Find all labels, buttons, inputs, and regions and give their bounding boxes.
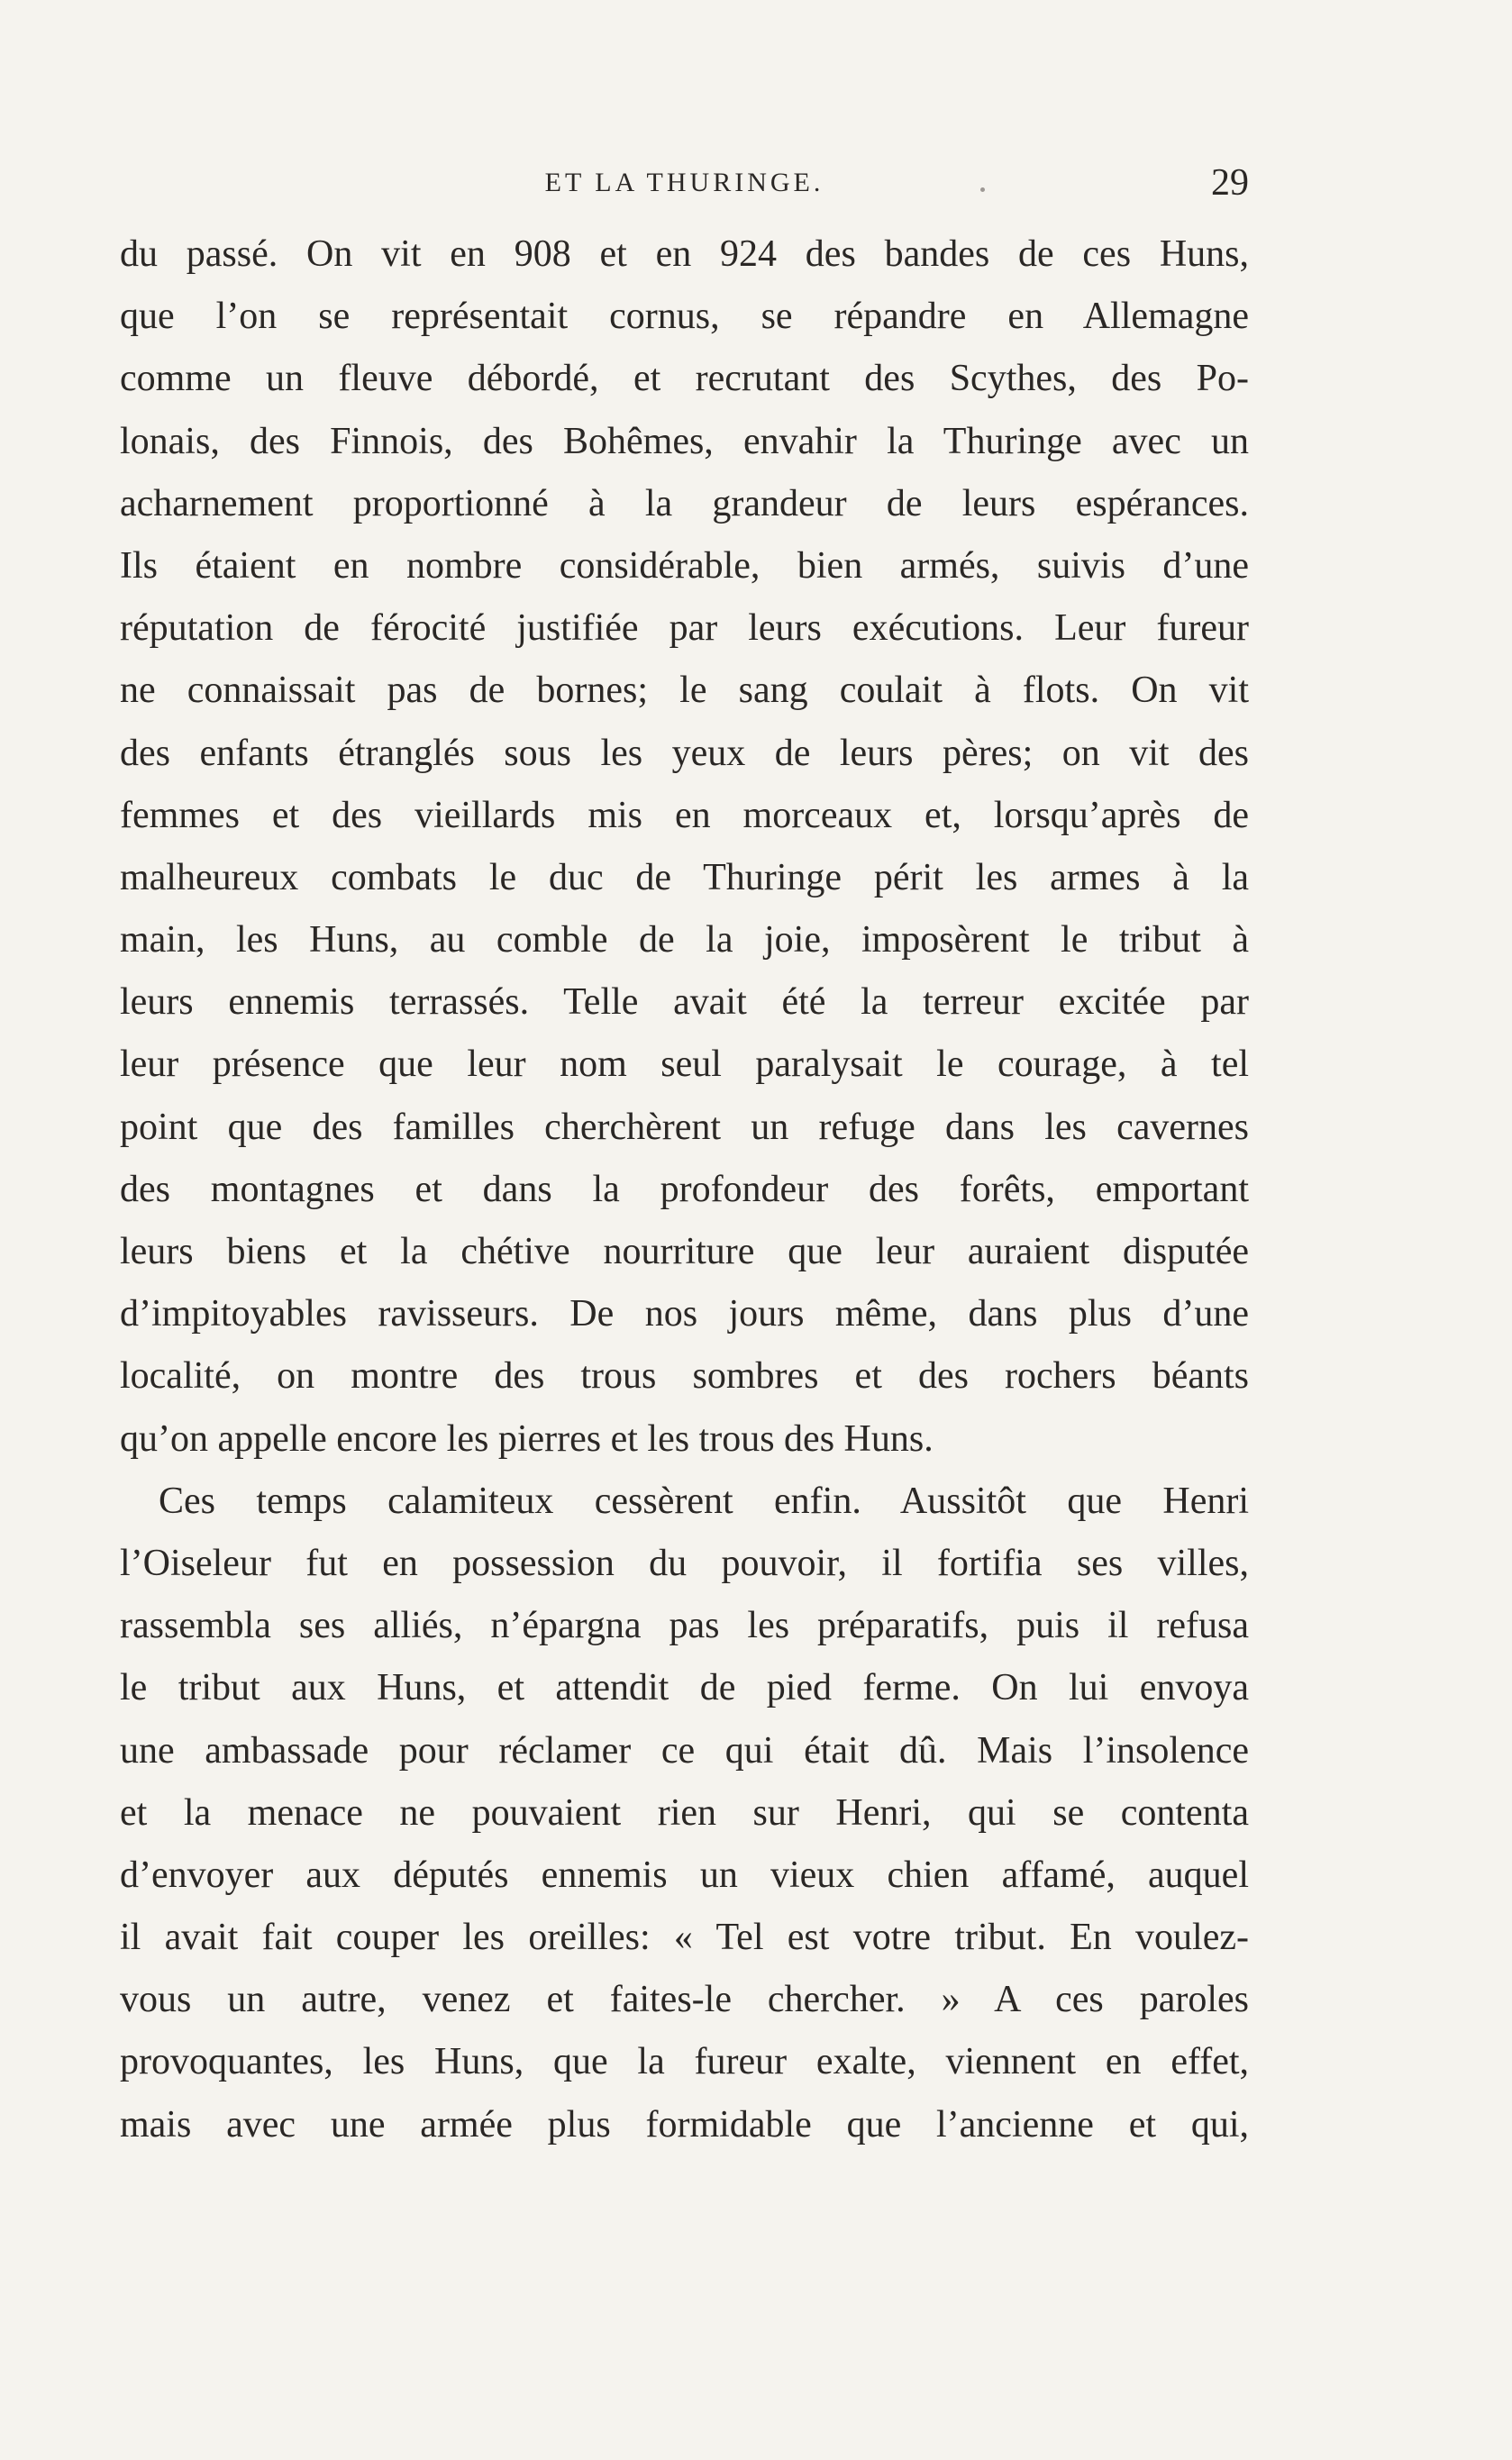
text-line: une ambassade pour réclamer ce qui était dû. Mais l’insolence — [120, 1729, 1249, 1772]
text-line: localité, on montre des trous sombres et des rochers béants — [120, 1355, 1249, 1398]
text-line: leurs ennemis terrassés. Telle avait été la terreur excitée par — [120, 981, 1249, 1024]
text-line: il avait fait couper les oreilles: « Tel est votre tribut. En voulez- — [120, 1917, 1249, 1959]
text-line: comme un fleuve débordé, et recrutant des Scythes, des Po- — [120, 358, 1249, 400]
text-line: des montagnes et dans la profondeur des forêts, emportant — [120, 1168, 1249, 1210]
text-line: et la menace ne pouvaient rien sur Henri, qui se contenta — [120, 1791, 1249, 1834]
text-line: que l’on se représentait cornus, se répandre en Allemagne — [120, 296, 1249, 338]
text-line: mais avec une armée plus formidable que l’ancienne et qui, — [120, 2103, 1249, 2146]
text-line: lonais, des Finnois, des Bohêmes, envahir la Thuringe avec un — [120, 420, 1249, 462]
text-line: acharnement proportionné à la grandeur de leurs espérances. — [120, 482, 1249, 524]
body-text — [120, 223, 1249, 2156]
text-line: rassembla ses alliés, n’épargna pas les préparatifs, puis il refusa — [120, 1605, 1249, 1647]
text-line: Ils étaient en nombre considérable, bien armés, suivis d’une — [120, 544, 1249, 587]
text-line: leur présence que leur nom seul paralysait le courage, à tel — [120, 1043, 1249, 1086]
page-header — [120, 160, 1249, 205]
text-line: du passé. On vit en 908 et en 924 des bandes de ces Huns, — [120, 233, 1249, 275]
text-line: vous un autre, venez et faites-le chercher. » A ces paroles — [120, 1979, 1249, 2021]
paragraph-start-line: Ces temps calamiteux cessèrent enfin. Aussitôt que Henri — [159, 1480, 1249, 1522]
text-line: réputation de férocité justifiée par leurs exécutions. Leur fureur — [120, 607, 1249, 650]
text-line: des enfants étranglés sous les yeux de leurs pères; on vit des — [120, 732, 1249, 774]
text-line: point que des familles cherchèrent un refuge dans les cavernes — [120, 1106, 1249, 1148]
page-number: 29 — [1211, 162, 1249, 204]
text-line: ne connaissait pas de bornes; le sang coulait à flots. On vit — [120, 670, 1249, 712]
text-line: provoquantes, les Huns, que la fureur exalte, viennent en effet, — [120, 2041, 1249, 2083]
paragraph-end-line: qu’on appelle encore les pierres et les trous des Huns. — [120, 1417, 934, 1460]
text-line: leurs biens et la chétive nourriture que leur auraient disputée — [120, 1231, 1249, 1272]
text-line: le tribut aux Huns, et attendit de pied ferme. On lui envoya — [120, 1667, 1249, 1709]
text-line: femmes et des vieillards mis en morceaux et, lorsqu’après de — [120, 794, 1249, 836]
text-line: d’envoyer aux députés ennemis un vieux chien affamé, auquel — [120, 1854, 1249, 1896]
text-line: d’impitoyables ravisseurs. De nos jours même, dans plus d’une — [120, 1293, 1249, 1335]
running-title: ET LA THURINGE. — [544, 168, 824, 197]
text-line: l’Oiseleur fut en possession du pouvoir, il fortifia ses villes, — [120, 1542, 1249, 1584]
ink-speck — [980, 187, 985, 192]
text-line: malheureux combats le duc de Thuringe périt les armes à la — [120, 856, 1249, 898]
text-line: main, les Huns, au comble de la joie, imposèrent le tribut à — [120, 919, 1249, 961]
